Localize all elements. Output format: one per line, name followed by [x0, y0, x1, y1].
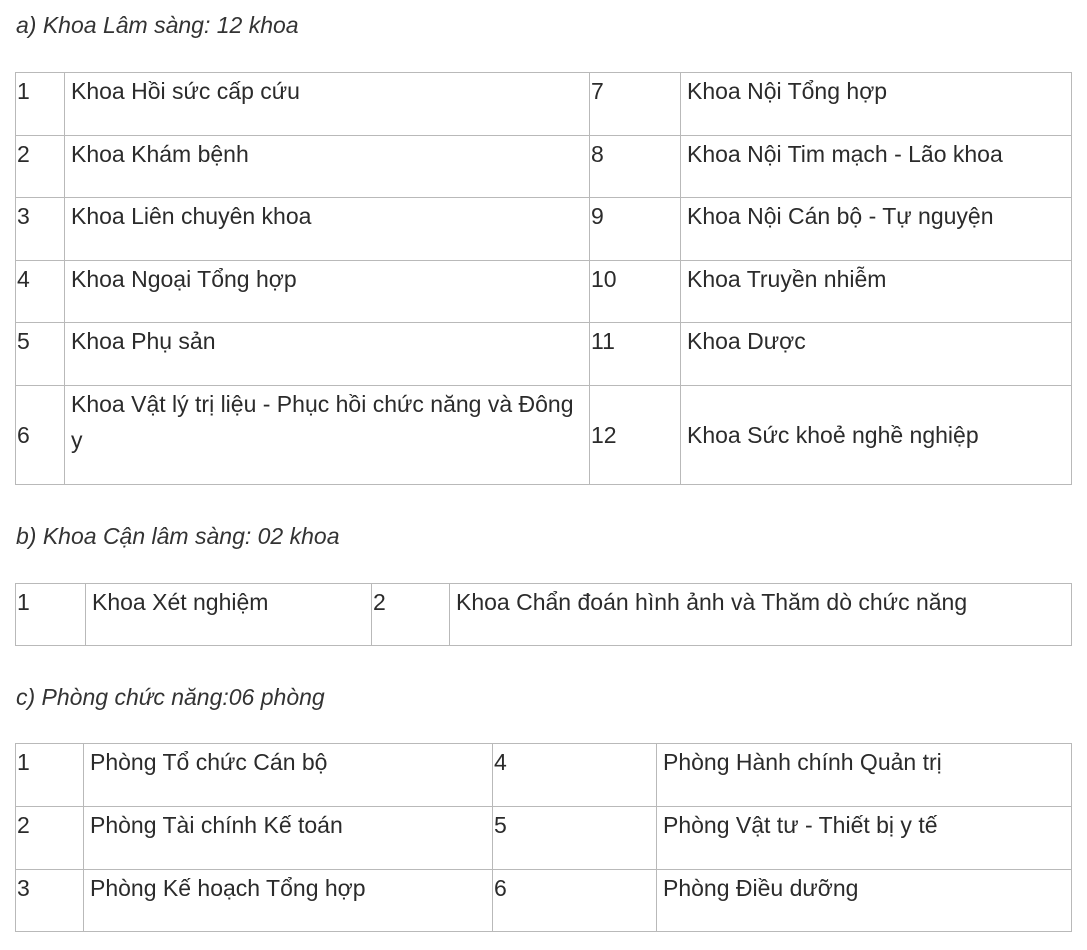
row-number: 2 — [16, 136, 65, 198]
section-a-heading: a) Khoa Lâm sàng: 12 khoa — [16, 12, 299, 38]
row-number: 11 — [590, 323, 681, 386]
row-number: 9 — [590, 198, 681, 261]
row-number: 6 — [16, 386, 65, 485]
section-c-heading: c) Phòng chức năng:06 phòng — [16, 684, 325, 710]
department-name: Khoa Hồi sức cấp cứu — [65, 73, 590, 136]
department-name: Khoa Phụ sản — [65, 323, 590, 386]
table-row — [16, 323, 1072, 386]
row-number: 12 — [590, 386, 681, 485]
row-number: 6 — [493, 870, 657, 932]
table-row — [16, 870, 1072, 932]
office-name: Phòng Tổ chức Cán bộ — [84, 744, 493, 807]
row-number: 10 — [590, 261, 681, 323]
department-name: Khoa Ngoại Tổng hợp — [65, 261, 590, 323]
clinical-departments-table — [15, 72, 1072, 485]
row-number: 4 — [493, 744, 657, 807]
department-name: Khoa Chẩn đoán hình ảnh và Thăm dò chức năng — [450, 584, 1072, 646]
row-number: 2 — [372, 584, 450, 646]
department-name: Khoa Nội Cán bộ - Tự nguyện — [681, 198, 1072, 261]
table-row — [16, 807, 1072, 870]
table-row — [16, 73, 1072, 136]
department-name: Khoa Khám bệnh — [65, 136, 590, 198]
department-name: Khoa Truyền nhiễm — [681, 261, 1072, 323]
row-number: 4 — [16, 261, 65, 323]
department-name: Khoa Xét nghiệm — [86, 584, 372, 646]
row-number: 8 — [590, 136, 681, 198]
table-row — [16, 136, 1072, 198]
row-number: 1 — [16, 744, 84, 807]
department-name: Khoa Vật lý trị liệu - Phục hồi chức năng và Đông y — [65, 386, 590, 485]
paraclinical-departments-table — [15, 583, 1072, 646]
row-number: 1 — [16, 73, 65, 136]
table-row — [16, 261, 1072, 323]
row-number: 7 — [590, 73, 681, 136]
office-name: Phòng Điều dưỡng — [657, 870, 1072, 932]
table-row — [16, 584, 1072, 646]
functional-offices-table — [15, 743, 1072, 932]
table-row — [16, 198, 1072, 261]
row-number: 3 — [16, 870, 84, 932]
row-number: 1 — [16, 584, 86, 646]
office-name: Phòng Vật tư - Thiết bị y tế — [657, 807, 1072, 870]
table-row — [16, 386, 1072, 485]
row-number: 5 — [16, 323, 65, 386]
department-name: Khoa Sức khoẻ nghề nghiệp — [681, 386, 1072, 485]
row-number: 5 — [493, 807, 657, 870]
table-row — [16, 744, 1072, 807]
row-number: 2 — [16, 807, 84, 870]
department-name: Khoa Dược — [681, 323, 1072, 386]
section-b-heading: b) Khoa Cận lâm sàng: 02 khoa — [16, 523, 340, 549]
office-name: Phòng Kế hoạch Tổng hợp — [84, 870, 493, 932]
office-name: Phòng Hành chính Quản trị — [657, 744, 1072, 807]
department-name: Khoa Nội Tổng hợp — [681, 73, 1072, 136]
department-name: Khoa Nội Tim mạch - Lão khoa — [681, 136, 1072, 198]
office-name: Phòng Tài chính Kế toán — [84, 807, 493, 870]
department-name: Khoa Liên chuyên khoa — [65, 198, 590, 261]
row-number: 3 — [16, 198, 65, 261]
